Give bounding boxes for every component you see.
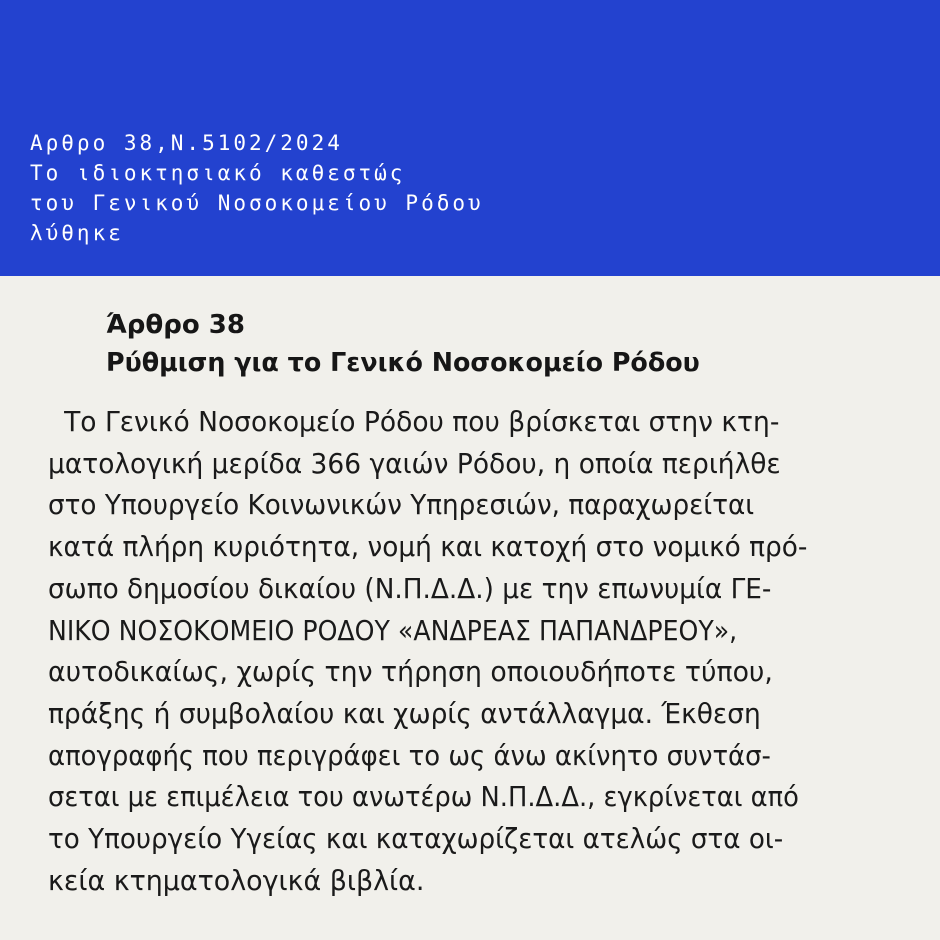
header-line-ownership-status: Το ιδιοκτησιακό καθεστώς <box>30 161 406 185</box>
body-line: κεία κτηματολογικά βιβλία. <box>48 863 425 897</box>
header-caption <box>30 128 484 248</box>
article-body <box>48 401 940 901</box>
body-line: το Υπουργείο Υγείας και καταχωρίζεται ατελώς στα οι- <box>48 822 784 856</box>
body-line: ΝΙΚΟ ΝΟΣΟΚΟΜΕΙΟ ΡΟΔΟΥ «ΑΝΔΡΕΑΣ ΠΑΠΑΝΔΡΕΟΥ», <box>48 613 738 647</box>
header-line-law-reference: Αρθρο 38,Ν.5102/2024 <box>30 131 343 155</box>
body-line: Το Γενικό Νοσοκομείο Ρόδου που βρίσκεται στην κτη- <box>64 405 780 438</box>
body-line: πράξης ή συμβολαίου και χωρίς αντάλλαγμα. Έκθεση <box>48 696 761 730</box>
body-line: στο Υπουργείο Κοινωνικών Υπηρεσιών, παραχωρείται <box>48 488 755 522</box>
article-heading <box>106 306 715 382</box>
article-number: Άρθρο 38 <box>106 310 245 340</box>
body-line: απογραφής που περιγράφει το ως άνω ακίνητο συντάσ- <box>48 738 771 772</box>
body-line: σωπο δημοσίου δικαίου (Ν.Π.Δ.Δ.) με την επωνυμία ΓΕ- <box>48 571 772 605</box>
body-line: αυτοδικαίως, χωρίς την τήρηση οποιουδήποτε τύπου, <box>48 655 773 689</box>
body-line: ματολογική μερίδα 366 γαιών Ρόδου, η οποία περιήλθε <box>48 446 781 480</box>
body-line: σεται με επιμέλεια του ανωτέρω Ν.Π.Δ.Δ., εγκρίνεται από <box>48 780 799 814</box>
header-line-hospital: του Γενικού Νοσοκομείου Ρόδου <box>30 191 484 215</box>
article-subtitle: Ρύθμιση για το Γενικό Νοσοκομείο Ρόδου <box>106 348 700 378</box>
header-line-resolved: λύθηκε <box>30 221 124 245</box>
body-line: κατά πλήρη κυριότητα, νομή και κατοχή στο νομικό πρό- <box>48 530 808 564</box>
header-banner <box>0 0 940 276</box>
